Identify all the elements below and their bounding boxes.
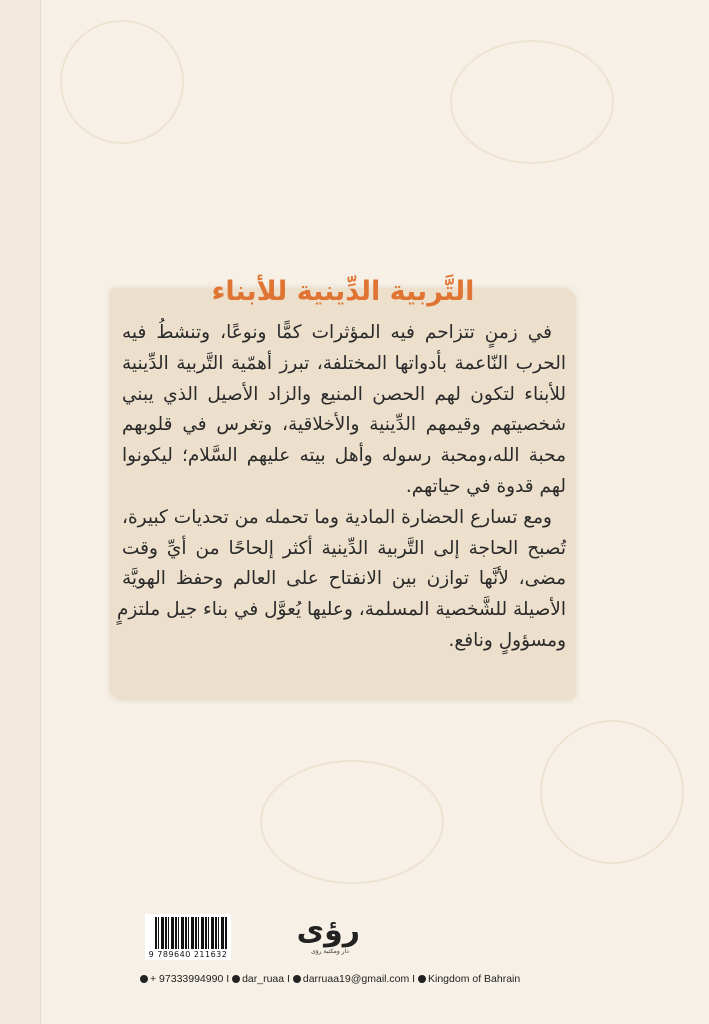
- contact-line: [140, 973, 520, 985]
- isbn-number: 9 789640 211632: [148, 950, 228, 959]
- blurb-line: تُصبح الحاجة إلى التَّربية الدِّينية أكثر إلحاحًا من أيِّ وقت: [122, 537, 566, 559]
- blurb-line: الأصيلة للشَّخصية المسلمة، وعليها يُعوَّل في بناء جيل ملتزمٍ: [116, 599, 566, 621]
- floral-ornament: [260, 760, 444, 884]
- book-title: التَّربية الدِّينية للأبناء: [211, 276, 475, 307]
- blurb-line: لهم قدوة في حياتهم.: [405, 475, 566, 497]
- floral-ornament: [540, 720, 684, 864]
- location: Kingdom of Bahrain: [428, 973, 521, 985]
- separator: I: [409, 973, 418, 985]
- whatsapp-icon: [140, 975, 148, 983]
- separator: I: [223, 973, 233, 985]
- barcode-bars: [155, 917, 227, 949]
- publisher-logo: [296, 913, 360, 955]
- blurb-line: ومع تسارع الحضارة المادية وما تحمله من تحديات كبيرة،: [122, 506, 552, 528]
- floral-ornament: [450, 40, 614, 164]
- blurb: [116, 318, 566, 657]
- blurb-line: مضى، لأنَّها توازن بين الانفتاح على العالم وحفظ الهويَّة: [122, 568, 566, 590]
- isbn-barcode: [145, 914, 231, 960]
- blurb-line: ومسؤولٍ ونافع.: [448, 629, 566, 651]
- blurb-line: الحرب النّاعمة بأدواتها المختلفة، تبرز أهمّية التَّربية الدِّينية: [122, 352, 566, 374]
- book-spine-edge: [0, 0, 41, 1024]
- blurb-line: في زمنٍ تتزاحم فيه المؤثرات كمًّا ونوعًا، وتنشطُ فيه: [122, 322, 552, 343]
- instagram-handle: dar_ruaa: [242, 973, 285, 985]
- floral-ornament: [60, 20, 184, 144]
- email: darruaa19@gmail.com: [302, 973, 410, 985]
- separator: I: [284, 973, 293, 985]
- publisher-name: دار ومكتبة رؤى: [311, 948, 349, 955]
- blurb-line: محبة الله،ومحبة رسوله وأهل بيته عليهم السَّلام؛ ليكونوا: [122, 445, 566, 467]
- instagram-icon: [232, 975, 240, 983]
- location-icon: [418, 975, 426, 983]
- blurb-line: للأبناء لتكون لهم الحصن المنيع والزاد الأصيل الذي يبني: [122, 383, 566, 405]
- email-icon: [293, 975, 301, 983]
- blurb-line: شخصيتهم وقيمهم الدِّينية والأخلاقية، وتغرس في قلوبهم: [122, 414, 566, 436]
- phone: + 97333994990: [150, 973, 224, 985]
- publisher-logo-mark: رؤى: [296, 913, 360, 948]
